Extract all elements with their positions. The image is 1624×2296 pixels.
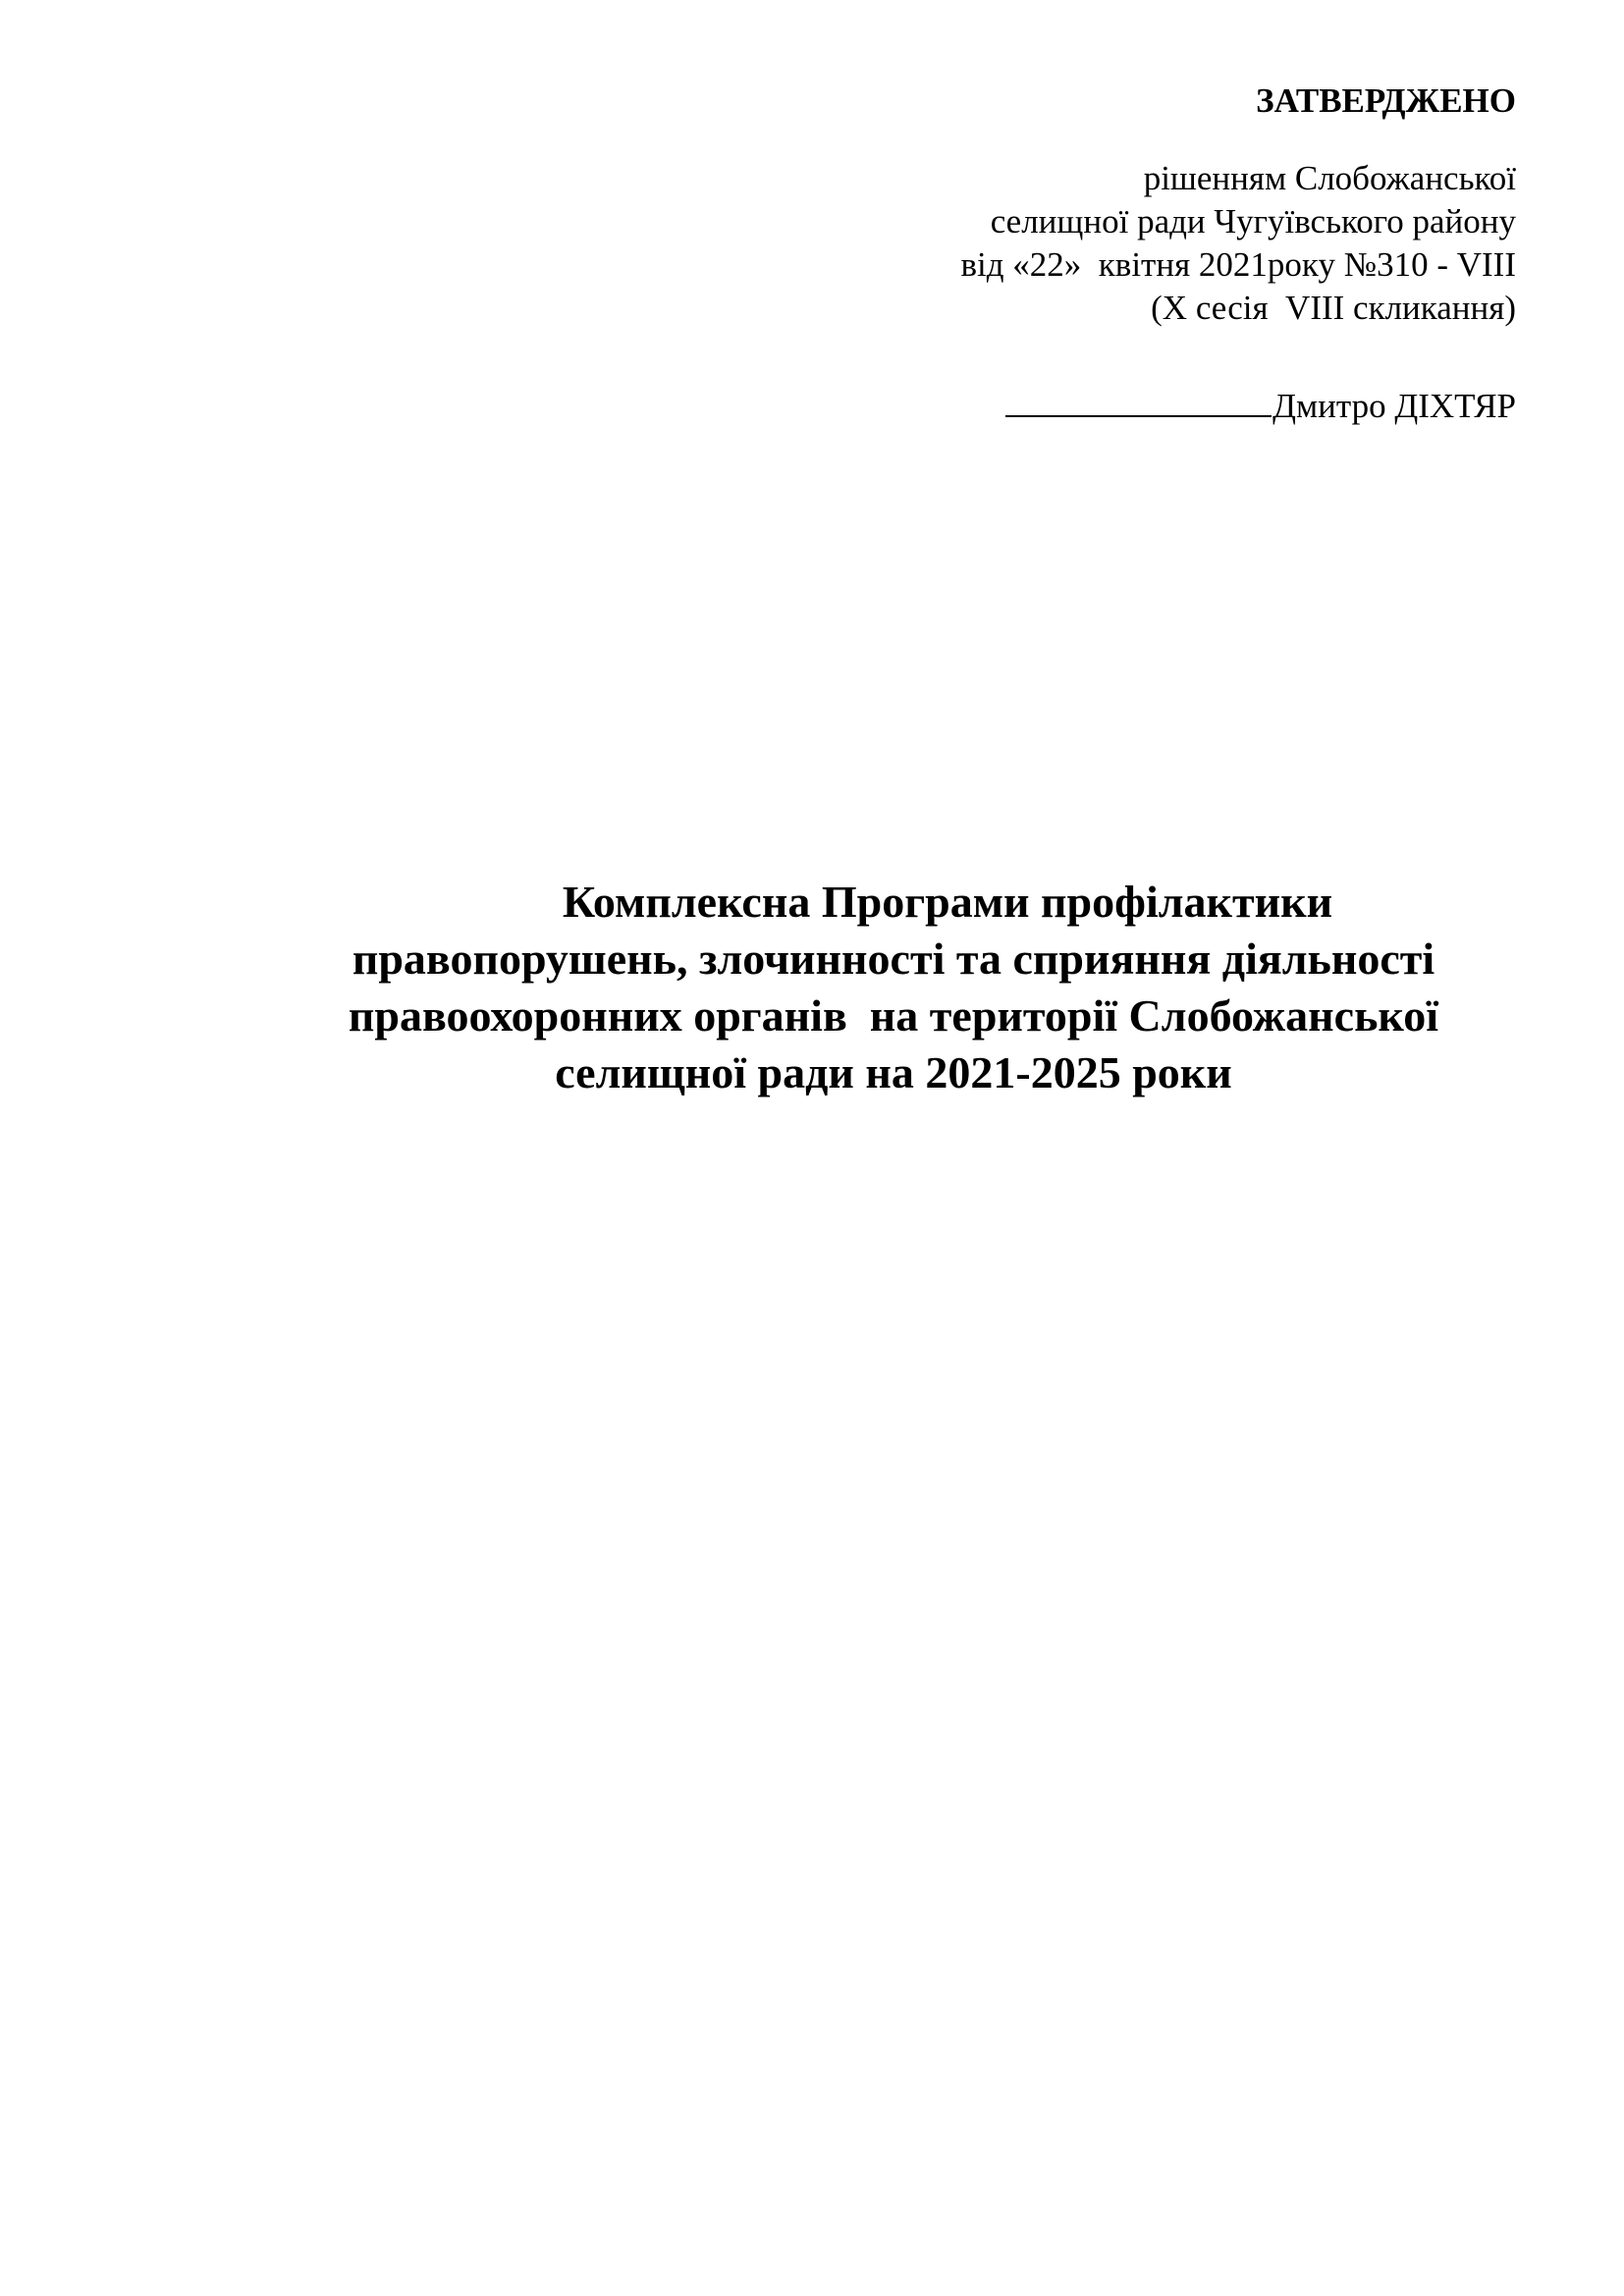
- approval-line: (X сесія VIII скликання): [1151, 289, 1516, 327]
- title-line: Комплексна Програми профілактики: [562, 877, 1333, 927]
- signature-blank: [1005, 376, 1272, 417]
- title-line: селищної ради на 2021-2025 роки: [555, 1047, 1232, 1097]
- signatory-name: Дмитро ДІХТЯР: [1272, 387, 1516, 425]
- approval-line: селищної ради Чугуївського району: [990, 202, 1516, 240]
- approval-line: рішенням Слобожанської: [1143, 159, 1516, 197]
- approval-line: від «22» квітня 2021року №310 - VIII: [960, 245, 1516, 284]
- document-title: [285, 874, 1502, 1101]
- approval-details: [632, 157, 1516, 330]
- title-line: правопорушень, злочинності та сприяння діяльності: [352, 934, 1435, 984]
- approval-heading: ЗАТВЕРДЖЕНО: [1256, 81, 1516, 120]
- signature-line: [1005, 376, 1516, 432]
- approval-stamp: [632, 75, 1516, 330]
- title-line: правоохоронних органів на території Слобожанської: [348, 990, 1439, 1041]
